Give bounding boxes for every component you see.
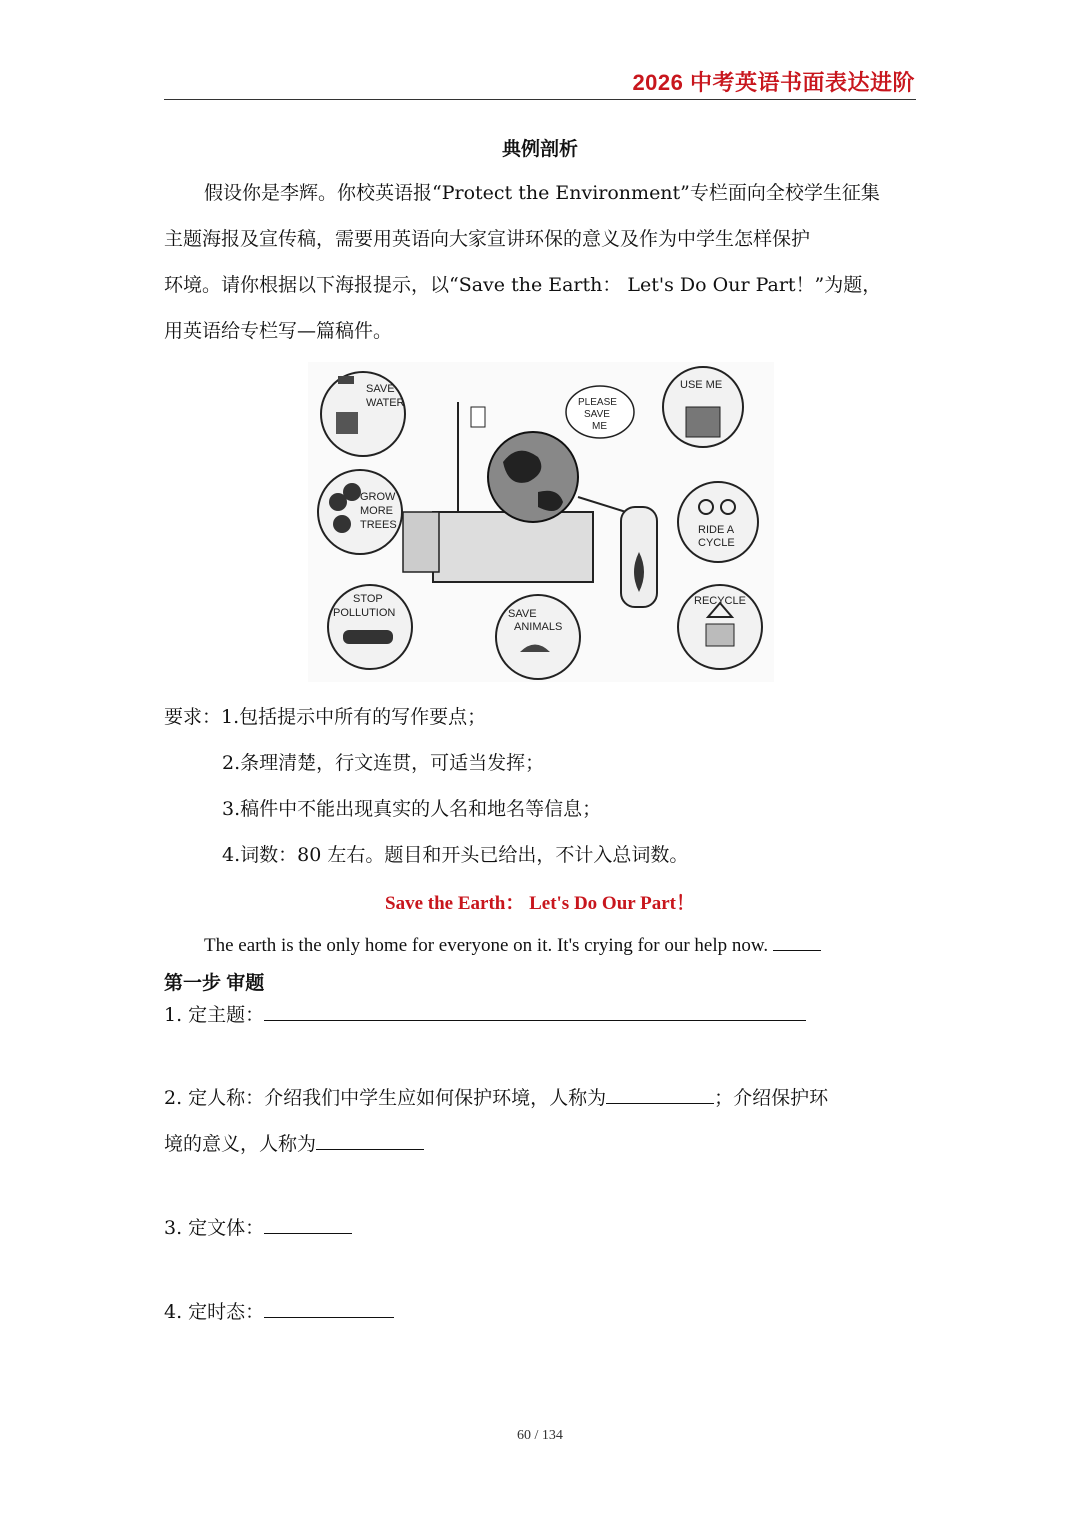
question-1 [164, 1000, 806, 1027]
theme-answer-blank[interactable] [264, 1002, 806, 1021]
person-answer-blank-1[interactable] [606, 1085, 714, 1104]
tense-answer-blank[interactable] [264, 1299, 394, 1318]
car-icon [343, 630, 393, 644]
question-2-text-2: ；介绍保护环 [714, 1087, 829, 1109]
prompt-line-4: 用英语给专栏写—篇稿件。 [164, 320, 393, 342]
question-1-label: 1. 定主题： [164, 1004, 265, 1026]
header-title: 2026 中考英语书面表达进阶 [632, 70, 915, 95]
poster-save-animals-2: ANIMALS [514, 621, 563, 633]
poster-recycle: RECYCLE [694, 595, 746, 607]
question-2-text-1: 2. 定人称：介绍我们中学生应如何保护环境，人称为 [164, 1087, 607, 1109]
question-2-line-2 [164, 1129, 424, 1156]
header-divider [164, 99, 916, 100]
question-2-text-3: 境的意义，人称为 [164, 1133, 317, 1155]
requirement-3: 3.稿件中不能出现真实的人名和地名等信息； [222, 798, 602, 820]
tap-icon [338, 376, 354, 384]
requirement-4: 4.词数：80 左右。题目和开头已给出，不计入总词数。 [222, 844, 689, 866]
genre-answer-blank[interactable] [264, 1215, 352, 1234]
requirements-label: 要求： [164, 706, 222, 728]
question-4-label: 4. 定时态： [164, 1301, 265, 1323]
poster-grow: GROW [360, 491, 396, 503]
person-answer-blank-2[interactable] [316, 1131, 424, 1150]
question-3 [164, 1213, 352, 1240]
poster-pollution: POLLUTION [333, 607, 396, 619]
poster-please: PLEASE [578, 397, 617, 408]
environment-poster [308, 362, 774, 682]
essay-opening-text: The earth is the only home for everyone on it. It's crying for our help now. [204, 935, 769, 956]
drip-bag [471, 407, 485, 427]
poster-more: MORE [360, 505, 393, 517]
prompt-line-3: 环境。请你根据以下海报提示，以“Save the Earth： Let's Do Our Part！”为题， [164, 274, 882, 296]
tree-icon-2 [343, 483, 361, 501]
prompt-line-2: 主题海报及宣传稿，需要用英语向大家宣讲环保的意义及作为中学生怎样保护 [164, 228, 811, 250]
poster-trees: TREES [360, 519, 397, 531]
poster-save-water-2: WATER [366, 397, 405, 409]
ride-cycle-circle [678, 482, 758, 562]
requirement-2: 2.条理清楚，行文连贯，可适当发挥； [222, 752, 545, 774]
recycle-bin-icon [706, 624, 734, 646]
poster-cycle: CYCLE [698, 537, 735, 549]
essay-opening [204, 932, 821, 957]
dustbin-icon [686, 407, 720, 437]
question-3-label: 3. 定文体： [164, 1217, 265, 1239]
requirement-1: 1.包括提示中所有的写作要点； [221, 706, 487, 728]
poster-save: SAVE [584, 409, 610, 420]
poster-stop: STOP [353, 593, 383, 605]
tree-icon-3 [333, 515, 351, 533]
poster-save-animals-1: SAVE [508, 608, 537, 620]
poster-drawing [308, 362, 774, 682]
poster-use-me: USE ME [680, 379, 723, 391]
essay-blank[interactable] [773, 932, 821, 951]
bed-end [403, 512, 439, 572]
page-number: 60 / 134 [517, 1428, 563, 1443]
step-title: 第一步 审题 [164, 973, 265, 994]
prompt-line-1: 假设你是李辉。你校英语报“Protect the Environment”专栏面向全校学生征集 [204, 182, 880, 204]
poster-ride-a: RIDE A [698, 524, 735, 536]
poster-me: ME [592, 421, 607, 432]
section-title: 典例剖析 [501, 138, 578, 160]
requirements-line-1 [164, 702, 486, 729]
question-2-line-1 [164, 1083, 828, 1110]
poster-save-water-1: SAVE [366, 383, 395, 395]
question-4 [164, 1297, 394, 1324]
essay-title: Save the Earth： Let's Do Our Part！ [385, 893, 695, 914]
washing-machine-icon [336, 412, 358, 434]
hospital-bed [433, 512, 593, 582]
